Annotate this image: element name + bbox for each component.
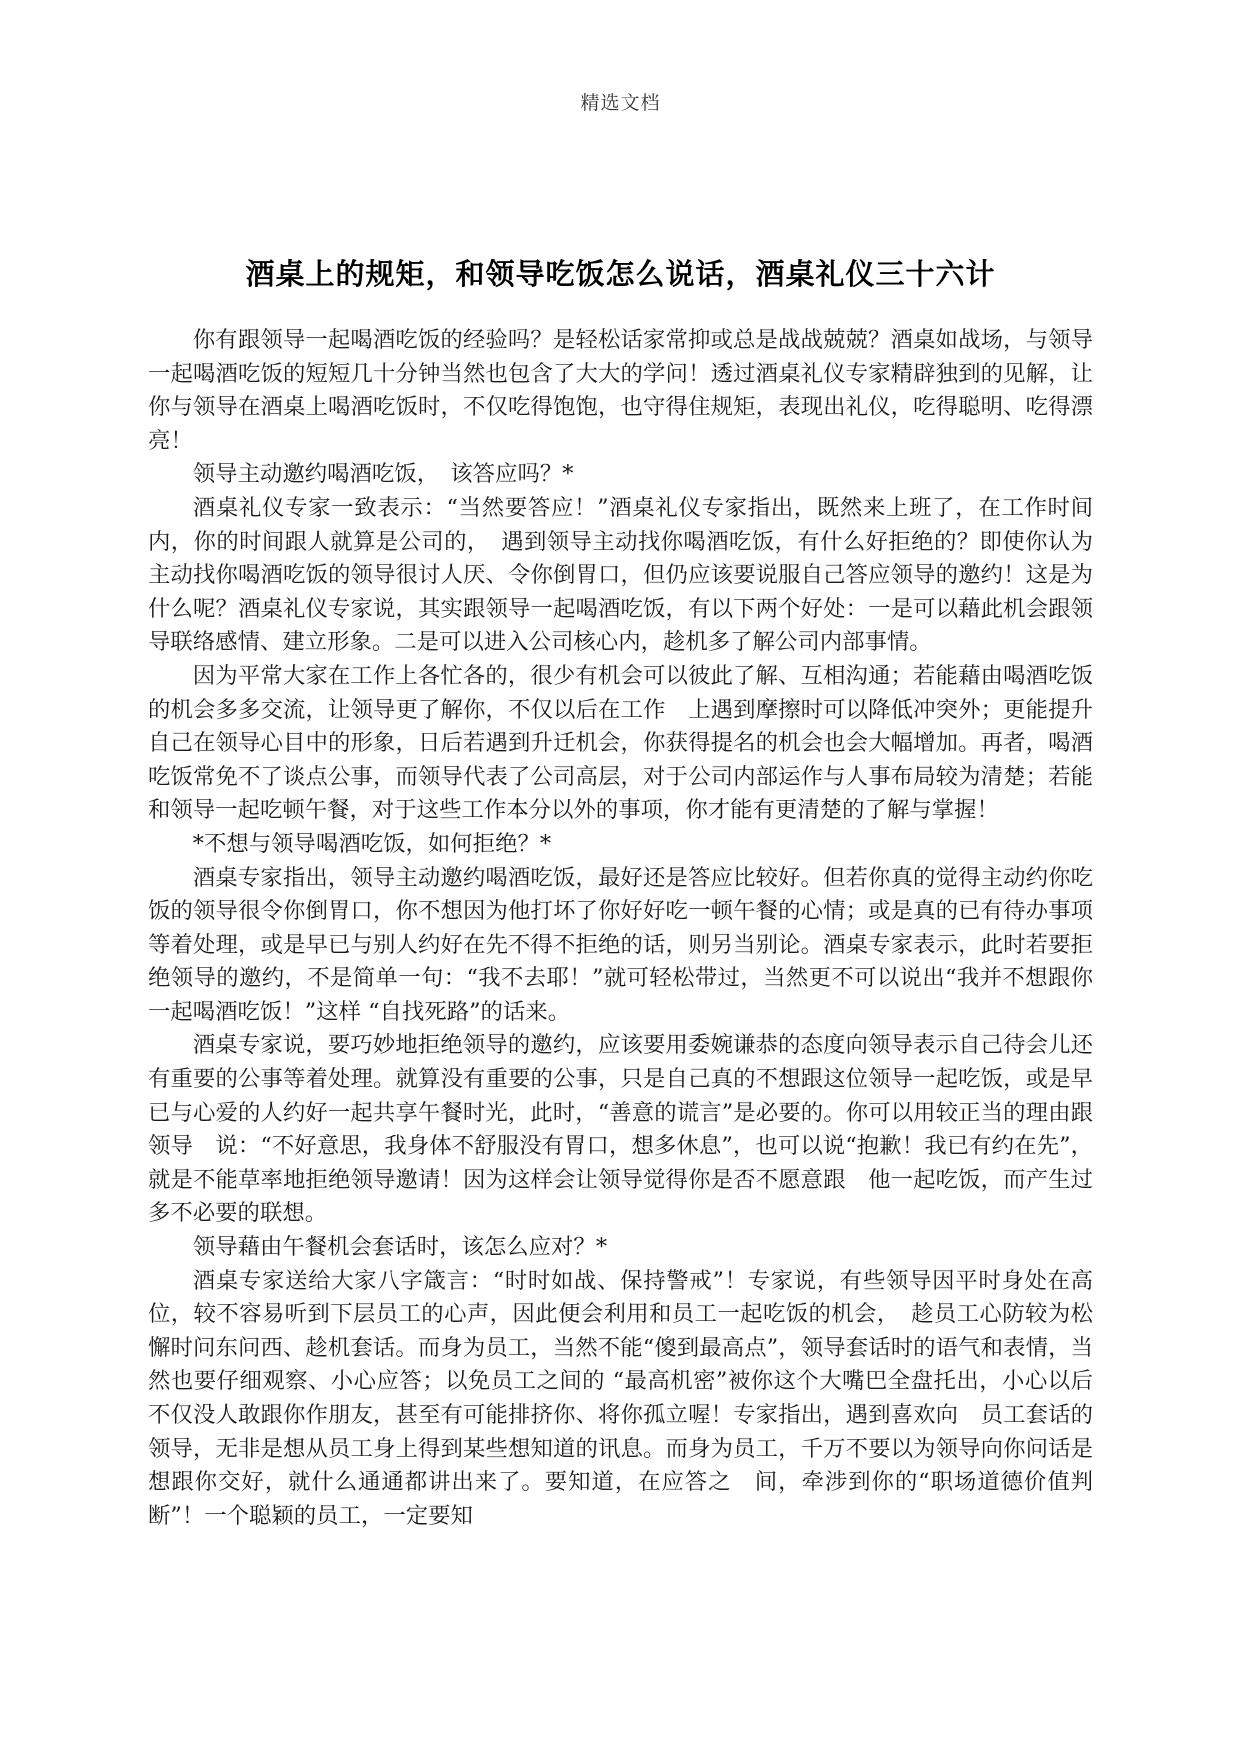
document-body bbox=[148, 324, 1093, 1533]
page-header: 精选文档 bbox=[580, 92, 661, 114]
section-heading-accept: 领导主动邀约喝酒吃饭， 该答应吗？* bbox=[192, 461, 574, 488]
paragraph: 酒桌专家送给大家八字箴言：“时时如战、保持警戒”！专家说，有些领导因平时身处在高位，较不容易听到下层员工的心声，因此便会利用和员工一起吃饭的机会， 趁员工心防较为松懈时问东问西、趁机套话。而身为员工，当然不能“傻到最高点”，领导套话时的语气和表情，当然也要仔细观察、小心应答；以免员工之间的 “最高机密”被你这个大嘴巴全盘托出，小心以后不仅没人敢跟你作朋友，甚至有可能排挤你、将你孤立喔！专家指出，遇到喜欢向 员工套话的领导，无非是想从员工身上得到某些想知道的讯息。而身为员工，千万不要以为领导向你问话是想跟你交好，就什么通通都讲出来了。要知道，在应答之 间，牵涉到你的“职场道德价值判断”！一个聪颖的员工，一定要知 bbox=[148, 1267, 1093, 1529]
paragraph: 酒桌礼仪专家一致表示：“当然要答应！”酒桌礼仪专家指出，既然来上班了，在工作时间内，你的时间跟人就算是公司的， 遇到领导主动找你喝酒吃饭，有什么好拒绝的？即使你认为主动找你喝酒吃饭的领导很讨人厌、令你倒胃口，但仍应该要说服自己答应领导的邀约！这是为什么呢？酒桌礼仪专家说，其实跟领导一起喝酒吃饭，有以下两个好处：一是可以藉此机会跟领导联络感情、建立形象。二是可以进入公司核心内，趁机多了解公司内部事情。 bbox=[148, 494, 1093, 656]
section-heading-probing: 领导藉由午餐机会套话时，该怎么应对？* bbox=[192, 1234, 608, 1261]
document-title: 酒桌上的规矩，和领导吃饭怎么说话，酒桌礼仪三十六计 bbox=[245, 257, 996, 291]
paragraph: 因为平常大家在工作上各忙各的，很少有机会可以彼此了解、互相沟通；若能藉由喝酒吃饭的机会多多交流，让领导更了解你，不仅以后在工作 上遇到摩擦时可以降低冲突外；更能提升自己在领导心目中的形象，日后若遇到升迁机会，你获得提名的机会也会大幅增加。再者，喝酒吃饭常免不了谈点公事，而领导代表了公司高层，对于公司内部运作与人事布局较为清楚；若能和领导一起吃顿午餐，对于这些工作本分以外的事项，你才能有更清楚的了解与掌握！ bbox=[148, 662, 1093, 824]
paragraph: 酒桌专家说，要巧妙地拒绝领导的邀约，应该要用委婉谦恭的态度向领导表示自己待会儿还有重要的公事等着处理。就算没有重要的公事，只是自己真的不想跟这位领导一起吃饭，或是早已与心爱的人约好一起共享午餐时光，此时，“善意的谎言”是必要的。你可以用较正当的理由跟领导 说：“不好意思，我身体不舒服没有胃口，想多休息”，也可以说“抱歉！我已有约在先”，就是不能草率地拒绝领导邀请！因为这样会让领导觉得你是否不愿意跟 他一起吃饭，而产生过多不必要的联想。 bbox=[148, 1032, 1093, 1227]
section-heading-decline: *不想与领导喝酒吃饭，如何拒绝？* bbox=[192, 830, 552, 857]
paragraph: 酒桌专家指出，领导主动邀约喝酒吃饭，最好还是答应比较好。但若你真的觉得主动约你吃饭的领导很令你倒胃口，你不想因为他打坏了你好好吃一顿午餐的心情；或是真的已有待办事项等着处理，或是早已与别人约好在先不得不拒绝的话，则另当别论。酒桌专家表示，此时若要拒绝领导的邀约，不是简单一句：“我不去耶！”就可轻松带过，当然更不可以说出“我并不想跟你一起喝酒吃饭！”这样 “自找死路”的话来。 bbox=[148, 864, 1093, 1025]
paragraph-intro: 你有跟领导一起喝酒吃饭的经验吗？是轻松话家常抑或总是战战兢兢？酒桌如战场，与领导一起喝酒吃饭的短短几十分钟当然也包含了大大的学问！透过酒桌礼仪专家精辟独到的见解，让你与领导在酒桌上喝酒吃饭时，不仅吃得饱饱，也守得住规矩，表现出礼仪，吃得聪明、吃得漂亮！ bbox=[148, 327, 1093, 454]
